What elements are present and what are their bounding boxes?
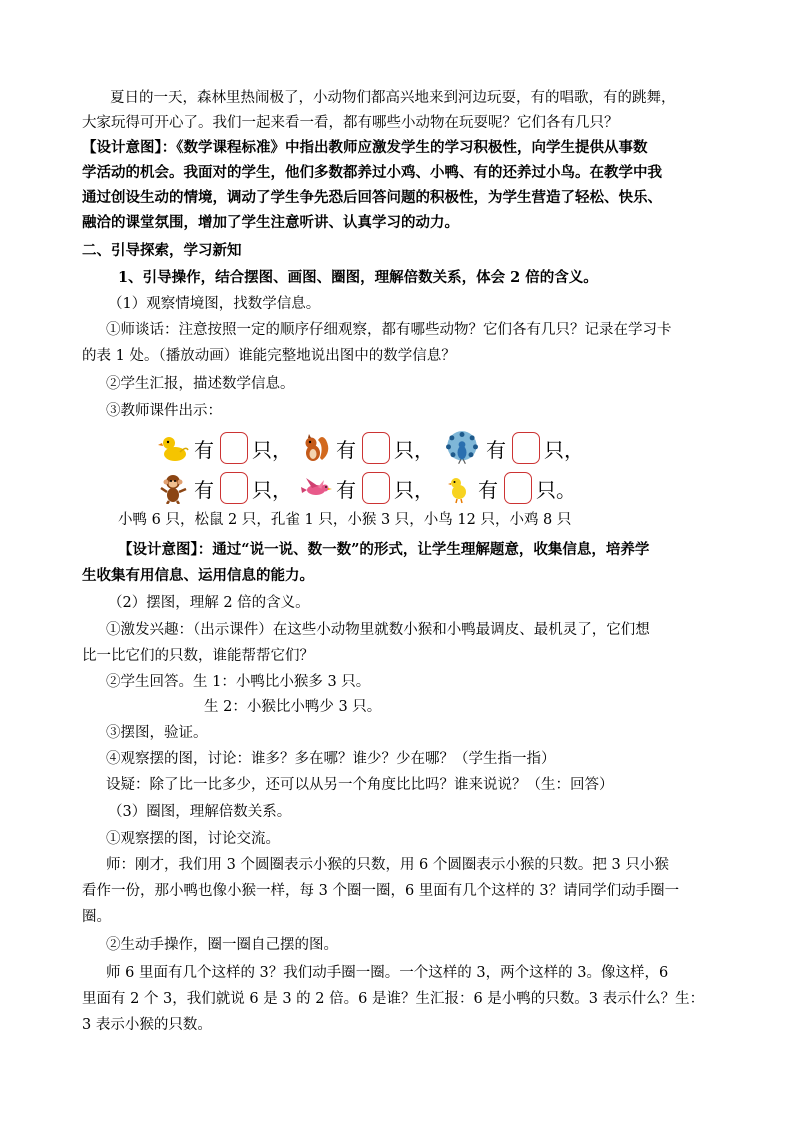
unit-label: 只， (394, 477, 434, 502)
step-1a-line-2: 的表 1 处。（播放动画）谁能完整地说出图中的数学信息？ (82, 348, 456, 364)
subsection-heading-1: 1、引导操作，结合摆图、画图、圈图，理解倍数关系，体会 2 倍的含义。 (118, 269, 598, 286)
design-intent-1-line-3: 通过创设生动的情境，调动了学生争先恐后回答问题的积极性，为学生营造了轻松、快乐、 (82, 189, 662, 206)
you-char: 有 (336, 437, 356, 462)
design-intent-2-line-1: 【设计意图】：通过“说一说、数一数”的形式，让学生理解题意，收集信息，培养学 (118, 541, 650, 558)
monkey-icon (158, 472, 190, 504)
you-char: 有 (194, 477, 214, 502)
step-2a-line-2: 比一比它们的只数，谁能帮帮它们？ (82, 648, 314, 664)
duck-icon (158, 432, 190, 464)
section-heading-2: 二、引导探索，学习新知 (82, 242, 242, 259)
you-char: 有 (336, 477, 356, 502)
step-2c: ③摆图，验证。 (106, 725, 208, 741)
answer-box[interactable] (220, 472, 248, 504)
intro-line-2: 大家玩得可开心了。我们一起来看一看，都有哪些小动物在玩耍呢？它们各有几只？ (82, 115, 619, 131)
unit-label: 只， (394, 437, 434, 462)
intro-line-1: 夏日的一天，森林里热闹极了，小动物们都高兴地来到河边玩耍，有的唱歌，有的跳舞， (110, 90, 676, 106)
animal-row-1 (158, 428, 592, 468)
peacock-cell (442, 430, 584, 466)
you-char: 有 (478, 477, 498, 502)
bird-cell (300, 472, 434, 504)
answer-box[interactable] (504, 472, 532, 504)
design-intent-2-line-2: 生收集有用信息、运用信息的能力。 (82, 567, 314, 584)
step-2b-student2: 生 2：小猴比小鸭少 3 只。 (204, 699, 382, 715)
step-3c: ②生动手操作，圈一圈自己摆的图。 (106, 937, 338, 953)
unit-label: 只。 (536, 477, 576, 502)
design-intent-1-line-4: 融洽的课堂氛围，增加了学生注意听讲、认真学习的动力。 (82, 214, 459, 231)
answer-box[interactable] (512, 432, 540, 464)
squirrel-cell (300, 432, 434, 464)
chick-icon (442, 472, 474, 504)
design-intent-1-line-2: 学活动的机会。我面对的学生，他们多数都养过小鸡、小鸭、有的还养过小鸟。在教学中我 (82, 164, 662, 181)
bird-icon (300, 472, 332, 504)
step-2b: ②学生回答。生 1：小鸭比小猴多 3 只。 (106, 674, 371, 690)
step-3d-line-2: 里面有 2 个 3，我们就说 6 是 3 的 2 倍。6 是谁？生汇报：6 是小鸭的只数。3 表示什么？生： (82, 991, 705, 1007)
unit-label: 只， (252, 437, 292, 462)
step-3b-line-2: 看作一份，那小鸭也像小猴一样，每 3 个圈一圈，6 里面有几个这样的 3？请同学们动手圈一 (82, 883, 680, 899)
step-1c: ③教师课件出示： (106, 403, 222, 419)
animal-row-2 (158, 468, 584, 508)
step-2a-line-1: ①激发兴趣：（出示课件）在这些小动物里就数小猴和小鸭最调皮、最机灵了，它们想 (106, 622, 650, 638)
answer-box[interactable] (362, 432, 390, 464)
step-1a-line-1: ①师谈话：注意按照一定的顺序仔细观察，都有哪些动物？它们各有几只？记录在学习卡 (106, 322, 672, 338)
step-3b-line-3: 圈。 (82, 909, 111, 925)
step-1-title: （1）观察情境图，找数学信息。 (108, 296, 321, 312)
design-intent-1-line-1: 【设计意图】：《数学课程标准》中指出教师应激发学生的学习积极性，向学生提供从事数 (82, 139, 648, 156)
unit-label: 只， (544, 437, 584, 462)
duck-cell (158, 432, 292, 464)
answers-line: 小鸭 6 只，松鼠 2 只，孔雀 1 只，小猴 3 只，小鸟 12 只，小鸡 8 只 (118, 512, 572, 528)
monkey-cell (158, 472, 292, 504)
step-1b: ②学生汇报，描述数学信息。 (106, 376, 295, 392)
step-3b-line-1: 师：刚才，我们用 3 个圆圈表示小猴的只数，用 6 个圆圈表示小猴的只数。把 3 只小猴 (106, 857, 669, 873)
chick-cell (442, 472, 576, 504)
step-2-title: （2）摆图，理解 2 倍的含义。 (108, 595, 310, 611)
you-char: 有 (194, 437, 214, 462)
step-2d: ④观察摆的图，讨论：谁多？多在哪？谁少？少在哪？（学生指一指） (106, 751, 556, 767)
squirrel-icon (300, 432, 332, 464)
answer-box[interactable] (220, 432, 248, 464)
answer-box[interactable] (362, 472, 390, 504)
peacock-icon (442, 430, 482, 466)
step-3d-line-3: 3 表示小猴的只数。 (82, 1017, 212, 1033)
step-2e: 设疑：除了比一比多少，还可以从另一个角度比比吗？谁来说说？（生：回答） (106, 777, 614, 793)
you-char: 有 (486, 437, 506, 462)
unit-label: 只， (252, 477, 292, 502)
step-3-title: （3）圈图，理解倍数关系。 (108, 804, 292, 820)
step-3d-line-1: 师 6 里面有几个这样的 3？我们动手圈一圈。一个这样的 3，两个这样的 3。像这样，6 (106, 965, 669, 981)
step-3a: ①观察摆的图，讨论交流。 (106, 831, 280, 847)
